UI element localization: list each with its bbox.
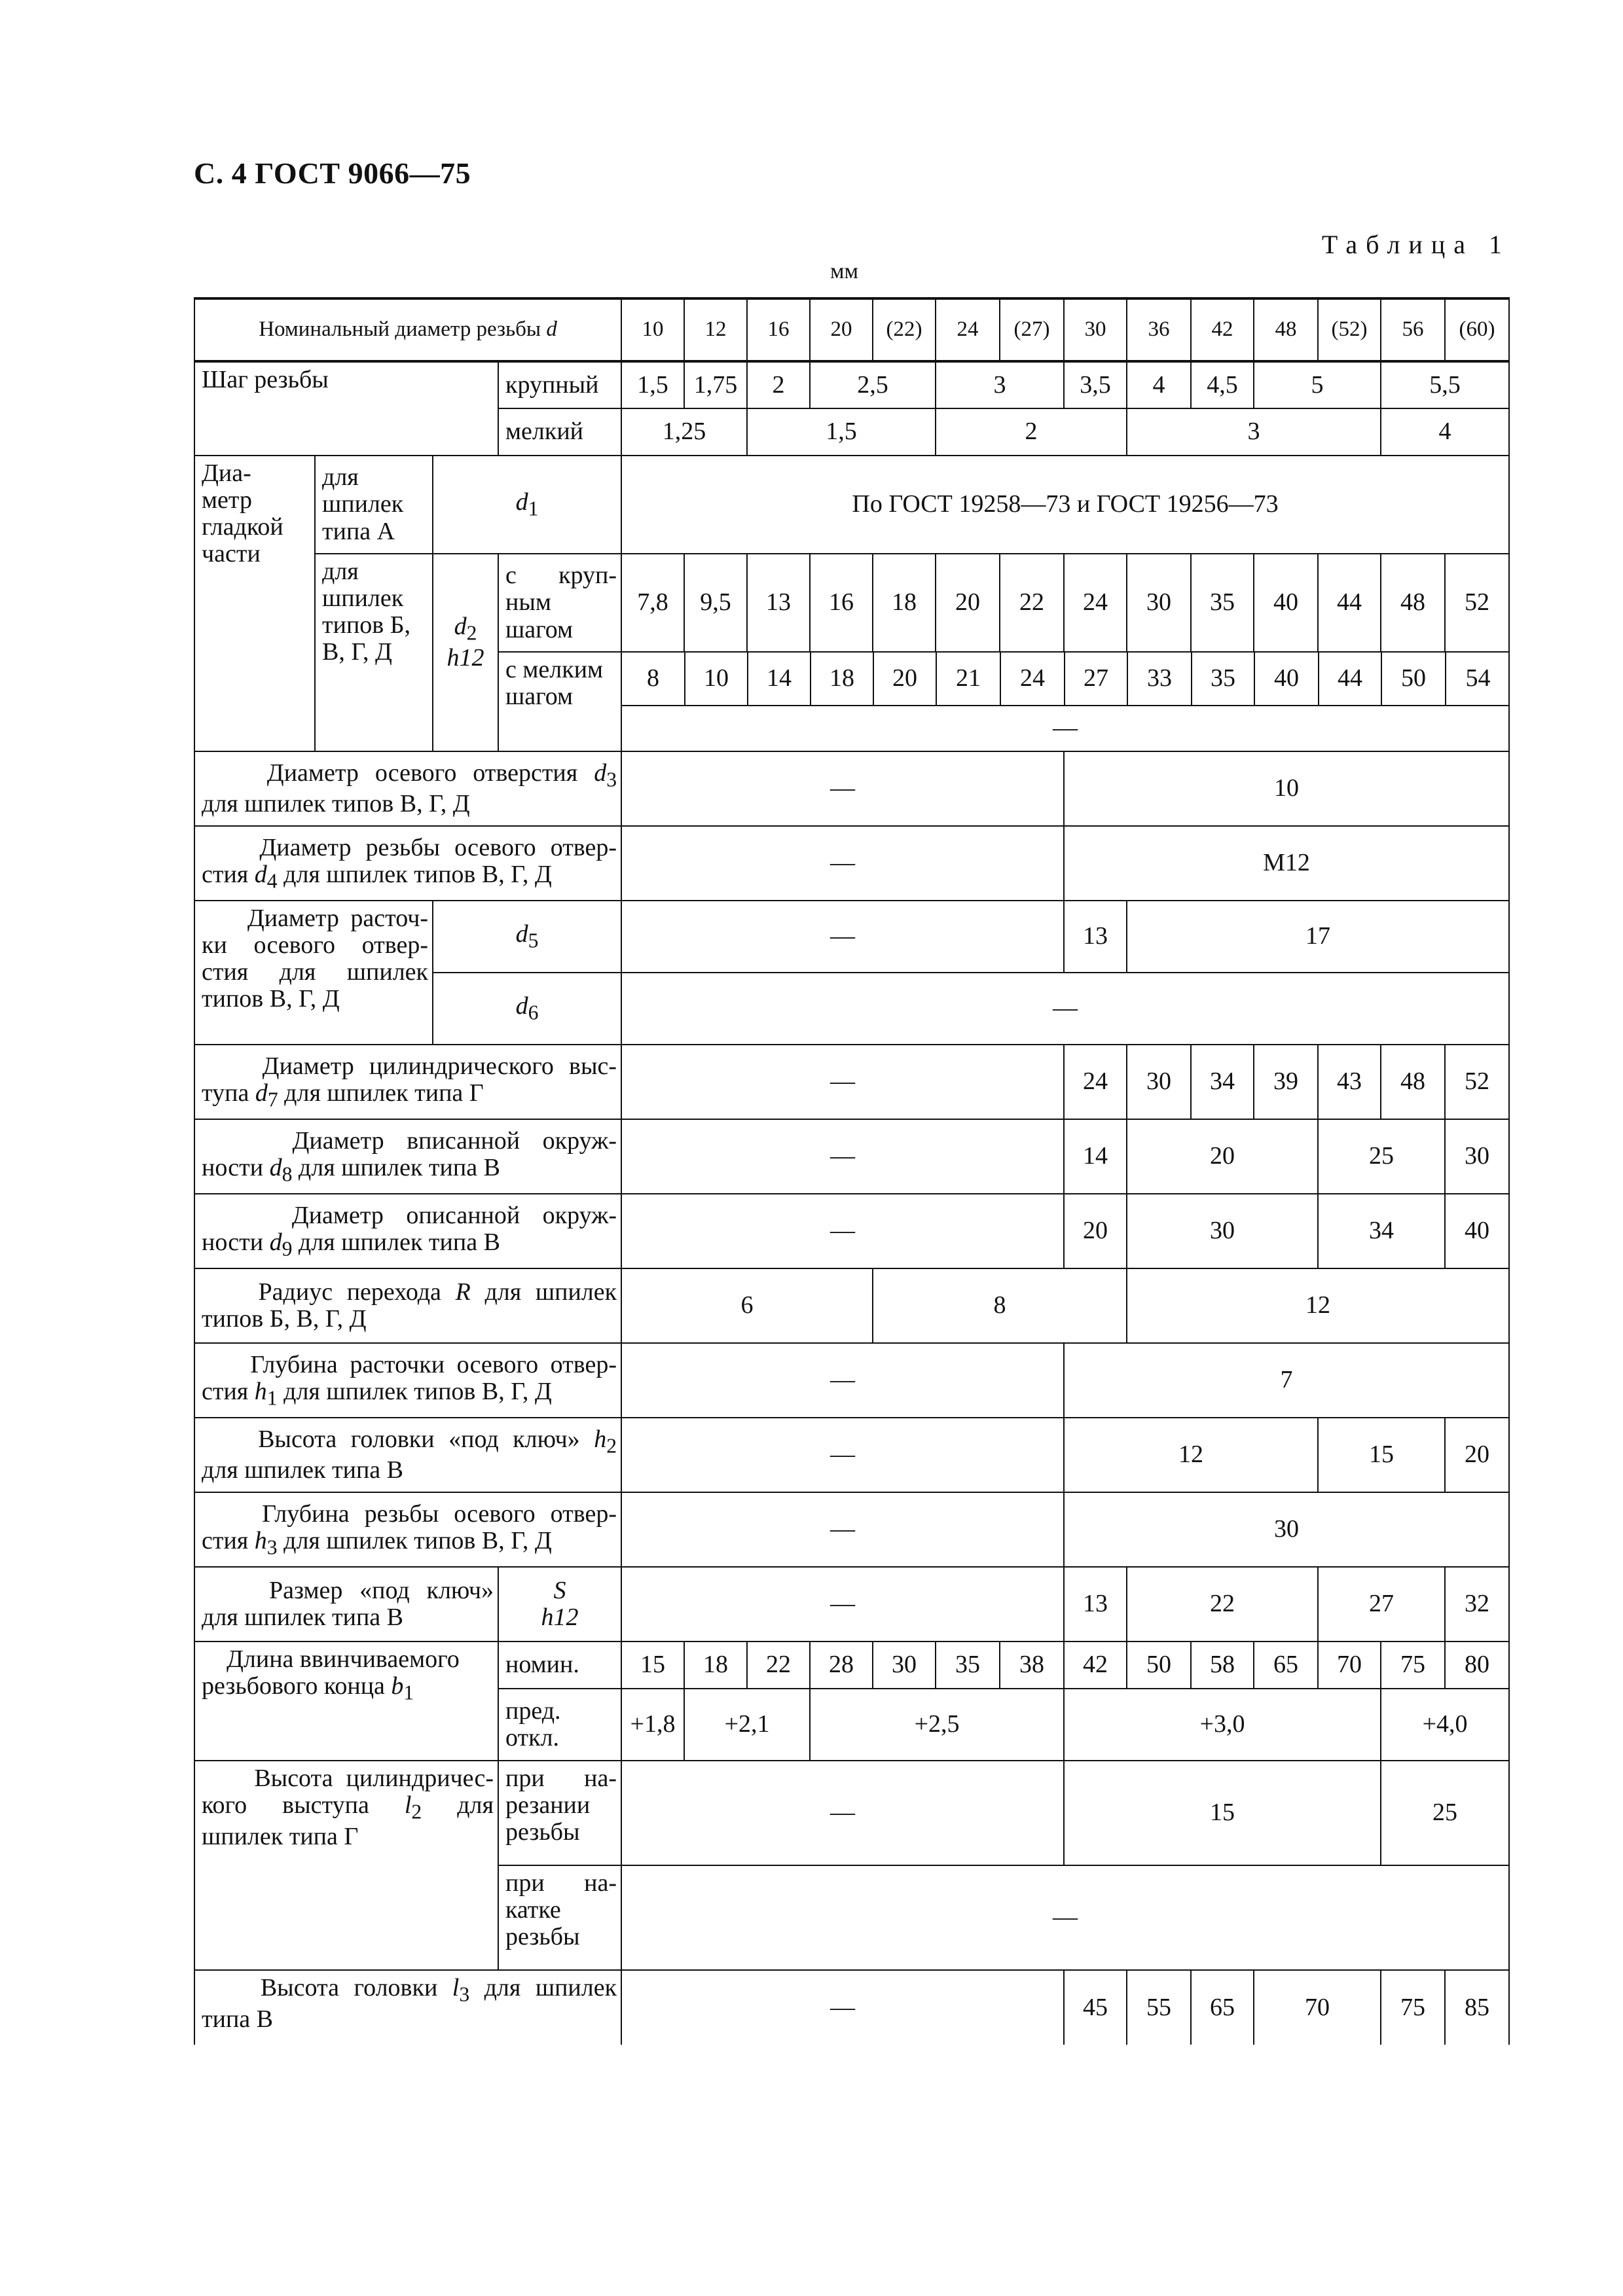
value-cell: 50: [1127, 1641, 1191, 1689]
symbol: b: [391, 1672, 404, 1700]
subscript: 3: [266, 1535, 278, 1559]
value-cell: 18: [873, 554, 936, 652]
value-cell: 32: [1445, 1567, 1509, 1641]
symbol: l: [404, 1791, 412, 1820]
value-cell: 34: [1191, 1045, 1254, 1119]
value-cell: 10: [1064, 751, 1509, 826]
d2-fine-values: [621, 652, 1509, 751]
subscript: 2: [411, 1800, 422, 1823]
page-header: С. 4 ГОСТ 9066—75: [194, 156, 471, 190]
value-cell: 20: [1064, 1194, 1127, 1268]
value-cell: 22: [747, 1641, 810, 1689]
d2-fine-inner: [622, 653, 1510, 705]
label-text: Диаметр цилиндрического выс-: [262, 1052, 617, 1080]
b1-nominal-label: номин.: [498, 1641, 621, 1689]
value-cell: 27: [1318, 1567, 1445, 1641]
d4-row: [194, 826, 1509, 901]
label-text: Глубина резьбы осевого отвер-: [262, 1499, 617, 1528]
label-line: катке: [505, 1896, 561, 1924]
value-cell: 70: [1318, 1641, 1381, 1689]
value-cell: 30: [1127, 1194, 1318, 1268]
value-cell: 15: [621, 1641, 684, 1689]
symbol: h: [254, 1377, 267, 1405]
value-cell: 44: [1318, 554, 1381, 652]
label-line: откл.: [505, 1724, 560, 1751]
d6-symbol: [433, 973, 621, 1045]
value-cell: 2: [936, 408, 1127, 456]
symbol: d: [594, 759, 607, 787]
subscript: 9: [282, 1237, 293, 1261]
value-cell: 22: [1000, 554, 1064, 652]
dash-cell: —: [621, 1045, 1064, 1119]
dash-cell: —: [621, 1492, 1064, 1567]
l3-label: [194, 1970, 621, 2045]
label-line: метр: [202, 486, 252, 514]
d2-symbol: [433, 554, 498, 751]
dash-cell: —: [621, 1865, 1509, 1970]
d1-row: [194, 456, 1509, 554]
value-cell: 30: [1064, 1492, 1509, 1567]
pitch-coarse-row: [194, 361, 1509, 408]
header-cell: 24: [936, 298, 1000, 361]
value-cell: 48: [1381, 554, 1445, 652]
dash-cell: —: [621, 901, 1064, 973]
header-cell: 30: [1064, 298, 1127, 361]
value-cell: 70: [1254, 1970, 1381, 2045]
value-cell: 44: [1319, 653, 1381, 705]
value-cell: 35: [1192, 653, 1254, 705]
value-cell: 14: [1064, 1119, 1127, 1194]
label-text: Диаметр резьбы осевого отвер-: [259, 833, 617, 861]
tolerance: h12: [541, 1604, 579, 1631]
pitch-fine-label: мелкий: [498, 408, 621, 456]
type-a-label: [315, 456, 433, 554]
subscript: 3: [459, 1982, 470, 2006]
label-line: гладкой: [202, 513, 283, 541]
label-line: резьбы: [505, 1923, 580, 1951]
dash-cell: —: [621, 1343, 1064, 1418]
value-cell: 24: [1064, 1045, 1127, 1119]
value-cell: M12: [1064, 826, 1509, 901]
h1-row: [194, 1343, 1509, 1418]
value-cell: 45: [1064, 1970, 1127, 2045]
header-cell: (60): [1445, 298, 1509, 361]
value-cell: 2: [747, 361, 810, 408]
value-cell: 6: [621, 1268, 873, 1343]
value-cell: 1,5: [621, 361, 684, 408]
value-cell: +4,0: [1381, 1689, 1509, 1761]
value-cell: 30: [1127, 554, 1191, 652]
l2-label: [194, 1761, 498, 1970]
value-cell: 5,5: [1381, 361, 1509, 408]
label-line: типа А: [322, 517, 395, 545]
value-cell: 58: [1191, 1641, 1254, 1689]
d9-label: [194, 1194, 621, 1268]
value-cell: 1,75: [684, 361, 747, 408]
stud-dimensions-table: [194, 297, 1510, 2045]
label-text: для шпилек типа В: [298, 1153, 500, 1181]
value-cell: 24: [1000, 653, 1065, 705]
pitch-label: Шаг резьбы: [194, 361, 498, 456]
label-line: с круп-: [505, 562, 617, 590]
subscript: 1: [266, 1386, 278, 1410]
dash-cell: —: [621, 751, 1064, 826]
value-cell: 34: [1318, 1194, 1445, 1268]
symbol: l: [452, 1974, 460, 2001]
d8-row: [194, 1119, 1509, 1194]
header-cell: (27): [1000, 298, 1064, 361]
value-cell: 55: [1127, 1970, 1191, 2045]
label-text: для шпилек типа Г: [284, 1079, 484, 1107]
subscript: 7: [267, 1088, 278, 1111]
label-line: с мелким: [505, 656, 604, 683]
label-text: стия: [202, 1526, 249, 1554]
label-line: при на-: [505, 1869, 617, 1897]
dash-cell: —: [621, 1119, 1064, 1194]
value-cell: 39: [1254, 1045, 1318, 1119]
value-cell: 20: [1127, 1119, 1318, 1194]
value-cell: 24: [1064, 554, 1127, 652]
smooth-diameter-label: [194, 456, 315, 751]
label-text: Диаметр расточ-: [247, 905, 428, 932]
value-cell: 42: [1064, 1641, 1127, 1689]
type-b-label: [315, 554, 433, 751]
value-cell: 54: [1446, 653, 1510, 705]
value-cell: 75: [1381, 1970, 1445, 2045]
value-cell: 1,5: [747, 408, 936, 456]
value-cell: 35: [936, 1641, 1000, 1689]
label-line: для шпилек типа В: [202, 1456, 403, 1484]
d9-row: [194, 1194, 1509, 1268]
label-line: ки осевого отвер-: [202, 931, 428, 960]
value-cell: 40: [1445, 1194, 1509, 1268]
subscript: 3: [606, 768, 617, 791]
d3-row: [194, 751, 1509, 826]
label-line: для: [322, 558, 359, 585]
symbol: S: [553, 1576, 566, 1604]
value-cell: +2,1: [684, 1689, 810, 1761]
label-text: Диаметр описанной окруж-: [291, 1201, 617, 1229]
h3-row: [194, 1492, 1509, 1567]
symbol: d: [254, 860, 267, 888]
label-line: части: [202, 540, 261, 568]
value-cell: 80: [1445, 1641, 1509, 1689]
label-line: при на-: [505, 1765, 617, 1792]
l2-cut-row: [194, 1761, 1509, 1865]
label-line: резании: [505, 1791, 591, 1820]
value-cell: 10: [685, 653, 748, 705]
l2-cut-label: [498, 1761, 621, 1865]
h2-row: [194, 1418, 1509, 1492]
label-text: Длина ввинчиваемого: [227, 1645, 460, 1673]
value-cell: 3,5: [1064, 361, 1127, 408]
value-cell: 3: [1127, 408, 1381, 456]
label-line: для шпилек типа В: [202, 1604, 403, 1631]
header-cell: 36: [1127, 298, 1191, 361]
d2-coarse-row: [194, 554, 1509, 652]
d4-label: [194, 826, 621, 901]
value-cell: 30: [1127, 1045, 1191, 1119]
header-row: [194, 298, 1509, 361]
value-cell: 15: [1064, 1761, 1381, 1865]
value-cell: 3: [936, 361, 1064, 408]
label-text: Диаметр вписанной окруж-: [292, 1126, 617, 1155]
label-text: Высота головки: [260, 1974, 438, 2001]
value-cell: 25: [1381, 1761, 1509, 1865]
label-line: В, Г, Д: [322, 638, 392, 666]
d5-row: [194, 901, 1509, 973]
label-text: для шпилек: [484, 1974, 617, 2001]
s-label: [194, 1567, 498, 1641]
d1-symbol: [433, 456, 621, 554]
header-cell: 20: [810, 298, 873, 361]
value-cell: 9,5: [684, 554, 747, 652]
label-text: Радиус перехода: [258, 1278, 441, 1306]
label-line: типа В: [202, 2005, 273, 2033]
value-cell: 4: [1127, 361, 1191, 408]
d2-fine-label: [498, 652, 621, 751]
label-text: для шпилек типов В, Г, Д: [283, 1377, 552, 1405]
label-line: Диа-: [202, 459, 251, 487]
header-cell: 10: [621, 298, 684, 361]
subscript: 5: [528, 929, 539, 952]
label-line: шагом: [505, 683, 574, 711]
label-text: кого выступа: [202, 1791, 369, 1820]
header-cell: 16: [747, 298, 810, 361]
value-cell: 18: [684, 1641, 747, 1689]
d2-fine-inner-row: [622, 653, 1510, 705]
value-cell: 12: [1127, 1268, 1509, 1343]
l2-roll-label: [498, 1865, 621, 1970]
radius-label: [194, 1268, 621, 1343]
symbol: h: [254, 1526, 267, 1554]
header-label: Номинальный диаметр резьбы: [259, 317, 541, 342]
label-line: шагом: [505, 615, 574, 643]
symbol: d: [269, 1228, 282, 1256]
dash-cell: —: [621, 1194, 1064, 1268]
symbol: h: [594, 1425, 607, 1453]
label-text: Размер «под ключ»: [269, 1576, 494, 1604]
radius-row: [194, 1268, 1509, 1343]
dash-cell: —: [621, 1970, 1064, 2045]
dash-cell: —: [621, 1761, 1064, 1865]
d2-fine-extra: —: [1053, 714, 1078, 742]
value-cell: 52: [1445, 554, 1509, 652]
value-cell: 20: [873, 653, 936, 705]
value-cell: 7,8: [621, 554, 684, 652]
header-symbol: d: [546, 317, 557, 342]
value-cell: +3,0: [1064, 1689, 1381, 1761]
symbol: d: [515, 920, 528, 948]
value-cell: 40: [1254, 554, 1318, 652]
value-cell: 52: [1445, 1045, 1509, 1119]
value-cell: 38: [1000, 1641, 1064, 1689]
label-line: резьбы: [505, 1818, 580, 1846]
label-text: Глубина расточки осевого отвер-: [250, 1350, 617, 1378]
header-cell: (52): [1318, 298, 1381, 361]
header-cell: 48: [1254, 298, 1318, 361]
label-text: для шпилек типа В: [298, 1228, 500, 1256]
value-cell: +2,5: [810, 1689, 1064, 1761]
d2-coarse-label: [498, 554, 621, 652]
pitch-coarse-label: крупный: [498, 361, 621, 408]
h1-label: [194, 1343, 621, 1418]
label-text: для шпилек: [484, 1278, 617, 1306]
value-cell: 1,25: [621, 408, 747, 456]
value-cell: 16: [810, 554, 873, 652]
label-line: ным: [505, 588, 551, 617]
subscript: 2: [466, 621, 477, 645]
value-cell: 50: [1381, 653, 1446, 705]
header-cell: 12: [684, 298, 747, 361]
label-text: для шпилек типов В, Г, Д: [283, 1526, 552, 1554]
label-text: ности: [202, 1228, 264, 1256]
d8-label: [194, 1119, 621, 1194]
d5d6-label: [194, 901, 433, 1045]
label-line: шпилек типа Г: [202, 1822, 359, 1850]
value-cell: 8: [622, 653, 685, 705]
symbol: d: [515, 488, 528, 516]
value-cell: 8: [873, 1268, 1127, 1343]
value-cell: 18: [811, 653, 873, 705]
symbol: d: [515, 992, 528, 1020]
value-cell: 30: [873, 1641, 936, 1689]
value-cell: 13: [1064, 1567, 1127, 1641]
value-cell: 4,5: [1191, 361, 1254, 408]
value-cell: 27: [1065, 653, 1127, 705]
s-symbol: [498, 1567, 621, 1641]
header-cell: 56: [1381, 298, 1445, 361]
d7-row: [194, 1045, 1509, 1119]
label-text: стия: [202, 860, 249, 888]
value-cell: +1,8: [621, 1689, 684, 1761]
value-cell: 28: [810, 1641, 873, 1689]
value-cell: 14: [748, 653, 811, 705]
d7-label: [194, 1045, 621, 1119]
h3-label: [194, 1492, 621, 1567]
header-cell: 42: [1191, 298, 1254, 361]
subscript: 4: [266, 869, 278, 893]
label-line: для: [322, 463, 359, 492]
tolerance: h12: [447, 643, 484, 672]
subscript: 1: [403, 1681, 414, 1704]
subscript: 2: [606, 1434, 617, 1458]
value-cell: 65: [1191, 1970, 1254, 2045]
dash-cell: —: [621, 1418, 1064, 1492]
label-line: типов Б,: [322, 611, 411, 639]
value-cell: 30: [1445, 1119, 1509, 1194]
value-cell: 20: [1445, 1418, 1509, 1492]
d1-value: По ГОСТ 19258—73 и ГОСТ 19256—73: [621, 456, 1509, 554]
value-cell: 85: [1445, 1970, 1509, 2045]
h2-label: [194, 1418, 621, 1492]
header-label-cell: [194, 298, 621, 361]
label-line: пред.: [505, 1696, 561, 1725]
subscript: 1: [528, 497, 539, 520]
dash-cell: —: [621, 826, 1064, 901]
value-cell: 20: [936, 554, 1000, 652]
value-cell: 48: [1381, 1045, 1445, 1119]
value-cell: 13: [1064, 901, 1127, 973]
value-cell: 12: [1064, 1418, 1318, 1492]
symbol: d: [454, 613, 467, 640]
d3-label: [194, 751, 621, 826]
value-cell: 22: [1127, 1567, 1318, 1641]
value-cell: 15: [1318, 1418, 1445, 1492]
label-text: тупа: [202, 1079, 249, 1107]
b1-label: [194, 1641, 498, 1761]
value-cell: 43: [1318, 1045, 1381, 1119]
value-cell: 21: [936, 653, 1000, 705]
subscript: 8: [282, 1162, 293, 1186]
subscript: 6: [528, 1001, 539, 1024]
value-cell: 17: [1127, 901, 1509, 973]
table-label: Таблица 1: [1321, 230, 1510, 259]
value-cell: 2,5: [810, 361, 936, 408]
label-line: шпилек: [322, 490, 404, 518]
label-text: Диаметр осевого отверстия: [266, 759, 578, 787]
label-text: стия: [202, 1377, 249, 1405]
value-cell: 25: [1318, 1119, 1445, 1194]
label-text: для шпилек типов В, Г, Д: [283, 860, 552, 888]
label-line: типов В, Г, Д: [202, 985, 340, 1013]
value-cell: 4: [1381, 408, 1509, 456]
value-cell: 35: [1191, 554, 1254, 652]
value-cell: 65: [1254, 1641, 1318, 1689]
label-text: для: [457, 1791, 494, 1820]
b1-nominal-row: [194, 1641, 1509, 1689]
value-cell: 75: [1381, 1641, 1445, 1689]
label-line: типов Б, В, Г, Д: [202, 1305, 367, 1333]
label-line: для шпилек типов В, Г, Д: [202, 790, 470, 818]
label-text: ности: [202, 1153, 264, 1181]
header-cell: (22): [873, 298, 936, 361]
symbol: R: [455, 1278, 471, 1306]
label-line: шпилек: [322, 584, 404, 613]
b1-tolerance-label: [498, 1689, 621, 1761]
value-cell: 33: [1127, 653, 1192, 705]
label-text: резьбового конца: [202, 1672, 385, 1700]
l3-row: [194, 1970, 1509, 2045]
symbol: d: [269, 1153, 282, 1181]
units-label: мм: [830, 259, 859, 283]
d5-symbol: [433, 901, 621, 973]
label-text: Высота цилиндричес-: [254, 1765, 494, 1792]
value-cell: 7: [1064, 1343, 1509, 1418]
dash-cell: —: [621, 1567, 1064, 1641]
s-row: [194, 1567, 1509, 1641]
dash-cell: —: [621, 973, 1509, 1045]
symbol: d: [255, 1079, 268, 1107]
value-cell: 13: [747, 554, 810, 652]
label-line: стия для шпилек: [202, 958, 428, 986]
value-cell: 5: [1254, 361, 1381, 408]
label-text: Высота головки «под ключ»: [258, 1425, 580, 1453]
value-cell: 40: [1254, 653, 1319, 705]
